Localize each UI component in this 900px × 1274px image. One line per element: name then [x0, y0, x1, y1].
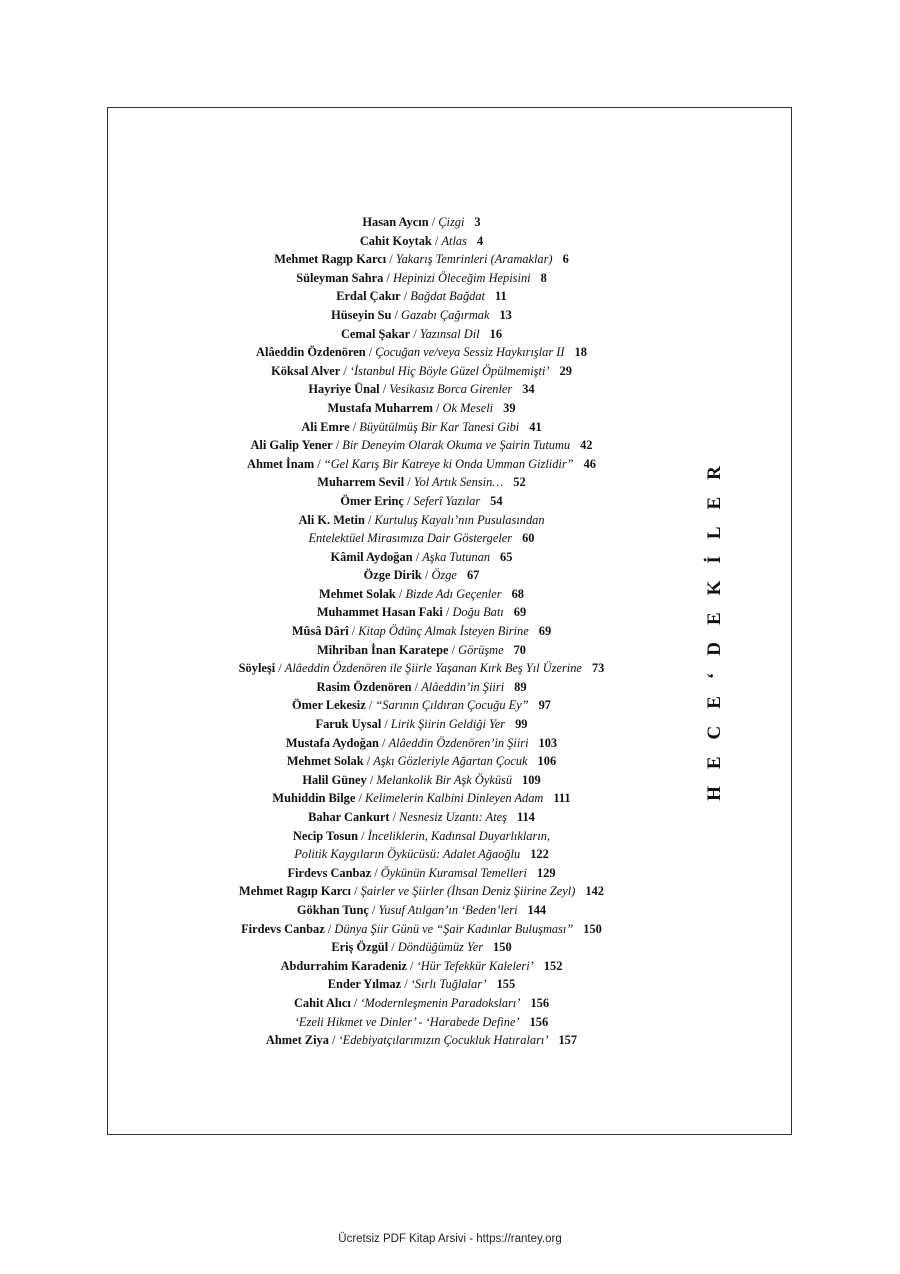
toc-separator: / [348, 624, 359, 639]
toc-entry [107, 975, 736, 994]
toc-author: Mûsâ Dârî [291, 624, 349, 639]
toc-entry [107, 566, 736, 585]
toc-entry [107, 678, 736, 697]
toc-author: Ömer Lekesiz [292, 698, 366, 713]
toc-separator: / [389, 810, 400, 824]
toc-title: Öykünün Kuramsal Temelleri [380, 865, 527, 880]
toc-author: Rasim Özdenören [316, 679, 412, 694]
toc-separator: / [381, 717, 391, 732]
toc-page-number: 150 [583, 921, 602, 936]
toc-separator: / [364, 512, 375, 527]
toc-title: Alâeddin Özdenören’in Şiiri [388, 735, 529, 750]
toc-separator: / [383, 270, 393, 285]
toc-separator: / [404, 475, 414, 490]
toc-title: Vesikasız Borca Girenler [389, 382, 513, 397]
toc-author: Mehmet Solak [319, 586, 396, 601]
toc-page-number: 54 [490, 493, 503, 508]
toc-title: Görüşme [458, 642, 504, 657]
toc-entry [107, 511, 736, 530]
toc-entry [107, 845, 736, 864]
toc-page-number: 68 [511, 586, 524, 601]
toc-page-number: 39 [503, 400, 516, 415]
toc-author: Erdal Çakır [336, 289, 401, 304]
toc-title: Entelektüel Mirasımıza Dair Göstergeler [308, 531, 513, 546]
toc-page-number: 114 [516, 810, 535, 824]
table-of-contents [107, 213, 736, 1050]
toc-title: Melankolik Bir Aşk Öyküsü [376, 772, 513, 787]
toc-title: Kelimelerin Kalbini Dinleyen Adam [365, 791, 544, 806]
toc-page-number: 129 [536, 865, 556, 880]
toc-page-number: 60 [522, 531, 535, 546]
toc-page-number: 97 [538, 698, 551, 713]
toc-separator: / [421, 568, 432, 583]
toc-author: Ali Emre [301, 419, 350, 434]
toc-page-number: 89 [514, 679, 527, 694]
toc-entry [107, 325, 736, 344]
toc-entry [107, 957, 736, 976]
toc-author: Eriş Özgül [331, 940, 389, 955]
toc-entry [107, 603, 736, 622]
toc-author: Ender Yılmaz [327, 977, 402, 992]
toc-separator: / [406, 958, 417, 973]
toc-separator: / [340, 363, 350, 378]
toc-author: Mehmet Ragıp Karcı [239, 884, 351, 899]
toc-author: Ali Galip Yener [250, 438, 333, 453]
toc-entry [107, 1013, 736, 1032]
toc-page-number: 41 [529, 419, 542, 434]
toc-page-number: 67 [466, 568, 480, 583]
toc-title: Seferî Yazılar [413, 493, 481, 508]
toc-separator: / [314, 456, 324, 471]
toc-author: Ömer Erinç [340, 493, 404, 508]
toc-author: Bahar Cankurt [308, 810, 390, 824]
toc-page-number: 144 [527, 902, 547, 917]
toc-entry [107, 659, 736, 678]
toc-author: Cemal Şakar [340, 326, 411, 341]
toc-separator: / [328, 1033, 339, 1048]
toc-title: Bir Deneyim Olarak Okuma ve Şairin Tutumu [342, 438, 571, 453]
toc-page-number: 111 [553, 791, 571, 806]
toc-author: Mehmet Solak [286, 754, 364, 769]
toc-author: Söyleşi [238, 661, 276, 676]
toc-entry [107, 641, 736, 660]
toc-page-number: 69 [538, 624, 552, 639]
toc-author: Mustafa Muharrem [327, 400, 433, 415]
section-title: HECE‘DEKİLER [704, 449, 725, 801]
toc-separator: / [412, 549, 423, 564]
toc-separator: / [365, 345, 376, 360]
toc-page-number: 6 [562, 252, 569, 267]
section-title-vertical [699, 449, 731, 801]
toc-entry [107, 306, 736, 325]
toc-title: ‘Ezeli Hikmet ve Dinler’ - ‘Harabede Define’ [294, 1014, 520, 1029]
toc-separator: / [448, 642, 459, 657]
toc-author: Halil Güney [302, 772, 367, 787]
toc-separator: / [388, 940, 398, 955]
toc-title: Alâeddin Özdenören ile Şiirle Yaşanan Kırk Beş Yıl Üzerine [284, 661, 582, 676]
toc-title: ‘İstanbul Hiç Böyle Güzel Öpülmemişti’ [349, 363, 550, 378]
toc-separator: / [349, 419, 360, 434]
toc-separator: / [371, 865, 381, 880]
toc-entry [107, 343, 736, 362]
toc-page-number: 42 [580, 438, 593, 453]
toc-title: Bizde Adı Geçenler [405, 586, 502, 601]
toc-title: Kurtuluş Kayalı’nın Pusulasından [374, 512, 545, 527]
toc-entry [107, 882, 736, 901]
toc-author: Ali K. Metin [298, 512, 365, 527]
toc-title: ‘Sırlı Tuğlalar’ [410, 977, 487, 992]
toc-page-number: 106 [537, 754, 557, 769]
toc-page-number: 13 [499, 307, 512, 322]
toc-author: Hayriye Ünal [308, 382, 380, 397]
toc-entry [107, 213, 736, 232]
toc-author: Ahmet Ziya [265, 1033, 329, 1048]
toc-entry [107, 789, 736, 808]
toc-title: Gazabı Çağırmak [401, 307, 490, 322]
toc-page-number: 16 [489, 326, 503, 341]
toc-entry [107, 250, 736, 269]
toc-separator: / [395, 586, 406, 601]
toc-entry [107, 287, 736, 306]
toc-title: Büyütülmüş Bir Kar Tanesi Gibi [359, 419, 520, 434]
toc-title: Doğu Batı [452, 605, 504, 620]
toc-author: Mihriban İnan Karatepe [317, 642, 449, 657]
toc-author: Mehmet Ragıp Karcı [274, 252, 387, 267]
toc-entry [107, 232, 736, 251]
toc-author: Kâmil Aydoğan [330, 549, 413, 564]
toc-author: Necip Tosun [292, 828, 359, 843]
toc-page-number: 69 [513, 605, 527, 620]
toc-entry [107, 436, 736, 455]
toc-author: Abdurrahim Karadeniz [280, 958, 407, 973]
toc-title: Yol Artık Sensin… [413, 475, 504, 490]
toc-author: Gökhan Tunç [296, 902, 369, 917]
toc-separator: / [365, 698, 376, 713]
toc-separator: / [355, 791, 365, 806]
toc-entry [107, 715, 736, 734]
toc-title: Bağdat Bağdat [410, 289, 485, 304]
toc-author: Özge Dirik [363, 568, 422, 583]
toc-separator: / [432, 400, 443, 415]
toc-author: Cahit Koytak [359, 233, 432, 248]
toc-author: Ahmet İnam [247, 456, 315, 471]
toc-entry [107, 585, 736, 604]
toc-separator: / [410, 326, 420, 341]
toc-entry [107, 864, 736, 883]
toc-title: Özge [431, 568, 457, 583]
toc-entry [107, 734, 736, 753]
toc-page-number: 70 [513, 642, 526, 657]
toc-title: İnceliklerin, Kadınsal Duyarlıkların, [367, 828, 551, 843]
toc-entry [107, 696, 736, 715]
toc-title: ‘Hür Tefekkür Kaleleri’ [416, 958, 534, 973]
toc-title: Aşkı Gözleriyle Ağartan Çocuk [373, 754, 528, 769]
toc-entry [107, 380, 736, 399]
toc-page-number: 99 [515, 717, 528, 732]
toc-page-number: 65 [500, 549, 513, 564]
toc-title: Çocuğan ve/veya Sessiz Haykırışlar II [375, 345, 565, 360]
toc-separator: / [368, 902, 379, 917]
toc-page-number: 103 [538, 735, 558, 750]
toc-page-number: 11 [494, 289, 507, 304]
toc-separator: / [275, 661, 285, 676]
toc-entry [107, 771, 736, 790]
toc-entry [107, 548, 736, 567]
toc-author: Muhiddin Bilge [272, 791, 356, 806]
toc-entry [107, 901, 736, 920]
toc-author: Muharrem Sevil [317, 475, 405, 490]
toc-author: Faruk Uysal [315, 717, 382, 732]
toc-page-number: 150 [493, 940, 512, 955]
toc-entry [107, 399, 736, 418]
toc-separator: / [332, 438, 343, 453]
toc-page-number: 156 [530, 995, 550, 1010]
toc-separator: / [391, 307, 402, 322]
toc-title: ‘Edebiyatçılarımızın Çocukluk Hatıraları’ [338, 1033, 549, 1048]
toc-title: Yakarış Temrinleri (Aramaklar) [395, 252, 553, 267]
toc-separator: / [366, 772, 377, 787]
toc-title: Dünya Şiir Günü ve “Şair Kadınlar Buluşması” [334, 921, 574, 936]
toc-title: ‘Modernleşmenin Paradoksları’ [360, 995, 521, 1010]
toc-page-number: 52 [513, 475, 526, 490]
toc-separator: / [378, 735, 389, 750]
toc-author: Firdevs Canbaz [287, 865, 372, 880]
toc-author: Alâeddin Özdenören [256, 345, 366, 360]
toc-entry [107, 362, 736, 381]
toc-page-number: 157 [558, 1033, 578, 1048]
toc-separator: / [379, 382, 390, 397]
toc-separator: / [431, 233, 442, 248]
toc-author: Firdevs Canbaz [241, 921, 325, 936]
toc-title: Yusuf Atılgan’ın ‘Beden’leri [378, 902, 518, 917]
toc-separator: / [358, 828, 368, 843]
toc-entry [107, 938, 736, 957]
toc-separator: / [401, 977, 411, 992]
toc-page-number: 142 [585, 884, 604, 899]
toc-title: Şairler ve Şiirler (İhsan Deniz Şiirine Zeyl) [360, 884, 576, 899]
toc-title: Alâeddin’in Şiiri [421, 679, 505, 694]
toc-page-number: 155 [496, 977, 516, 992]
toc-title: “Sarının Çıldıran Çocuğu Ey” [375, 698, 529, 713]
toc-separator: / [400, 289, 411, 304]
toc-page-number: 4 [476, 233, 484, 248]
toc-page-number: 3 [474, 215, 481, 229]
toc-page-number: 34 [522, 382, 535, 397]
toc-entry [107, 920, 736, 939]
toc-entry [107, 529, 736, 548]
toc-entry [107, 994, 736, 1013]
toc-page-number: 18 [574, 345, 587, 360]
toc-separator: / [386, 252, 396, 267]
toc-title: Döndüğümüz Yer [397, 940, 484, 955]
toc-page-number: 8 [540, 270, 547, 285]
toc-entry [107, 1031, 736, 1050]
toc-title: Aşka Tutunan [422, 549, 491, 564]
toc-entry [107, 752, 736, 771]
toc-page-number: 109 [522, 772, 541, 787]
footer-source-text: Ücretsiz PDF Kitap Arsivi - https://rantey.org [338, 1233, 562, 1245]
toc-author: Hasan Aycın [362, 215, 429, 229]
toc-separator: / [442, 605, 453, 620]
toc-author: Cahit Alıcı [293, 995, 351, 1010]
toc-page-number: 46 [583, 456, 596, 471]
toc-separator: / [363, 754, 374, 769]
toc-entry [107, 827, 736, 846]
toc-title: Yazınsal Dil [419, 326, 480, 341]
toc-title: Çizgi [438, 215, 465, 229]
toc-separator: / [350, 995, 361, 1010]
toc-separator: / [324, 921, 335, 936]
toc-author: Süleyman Sahra [296, 270, 384, 285]
toc-page-number: 152 [543, 958, 563, 973]
toc-title: Kitap Ödünç Almak İsteyen Birine [358, 624, 529, 639]
toc-separator: / [428, 215, 439, 229]
toc-entry [107, 473, 736, 492]
toc-author: Mustafa Aydoğan [285, 735, 379, 750]
toc-title: “Gel Karış Bir Katreye ki Onda Umman Gizlidir” [323, 456, 574, 471]
toc-entry [107, 455, 736, 474]
toc-entry [107, 622, 736, 641]
toc-entry [107, 492, 736, 511]
toc-title: Hepinizi Öleceğim Hepisini [392, 270, 531, 285]
toc-page-number: 122 [530, 847, 549, 862]
toc-title: Ok Meseli [442, 400, 494, 415]
toc-page-number: 156 [529, 1014, 549, 1029]
toc-entry [107, 418, 736, 437]
toc-author: Köksal Alver [271, 363, 341, 378]
toc-title: Nesnesiz Uzantı: Ateş [399, 810, 507, 824]
toc-title: Lirik Şiirin Geldiği Yer [390, 717, 506, 732]
toc-separator: / [350, 884, 361, 899]
toc-page-number: 73 [591, 661, 605, 676]
toc-title: Politik Kaygıların Öykücüsü: Adalet Ağaoğlu [294, 847, 521, 862]
toc-title: Atlas [441, 233, 467, 248]
toc-separator: / [411, 679, 422, 694]
toc-page-number: 29 [559, 363, 572, 378]
toc-author: Muhammet Hasan Faki [316, 605, 443, 620]
toc-entry [107, 269, 736, 288]
toc-separator: / [403, 493, 414, 508]
toc-entry [107, 808, 736, 827]
toc-author: Hüseyin Su [331, 307, 392, 322]
